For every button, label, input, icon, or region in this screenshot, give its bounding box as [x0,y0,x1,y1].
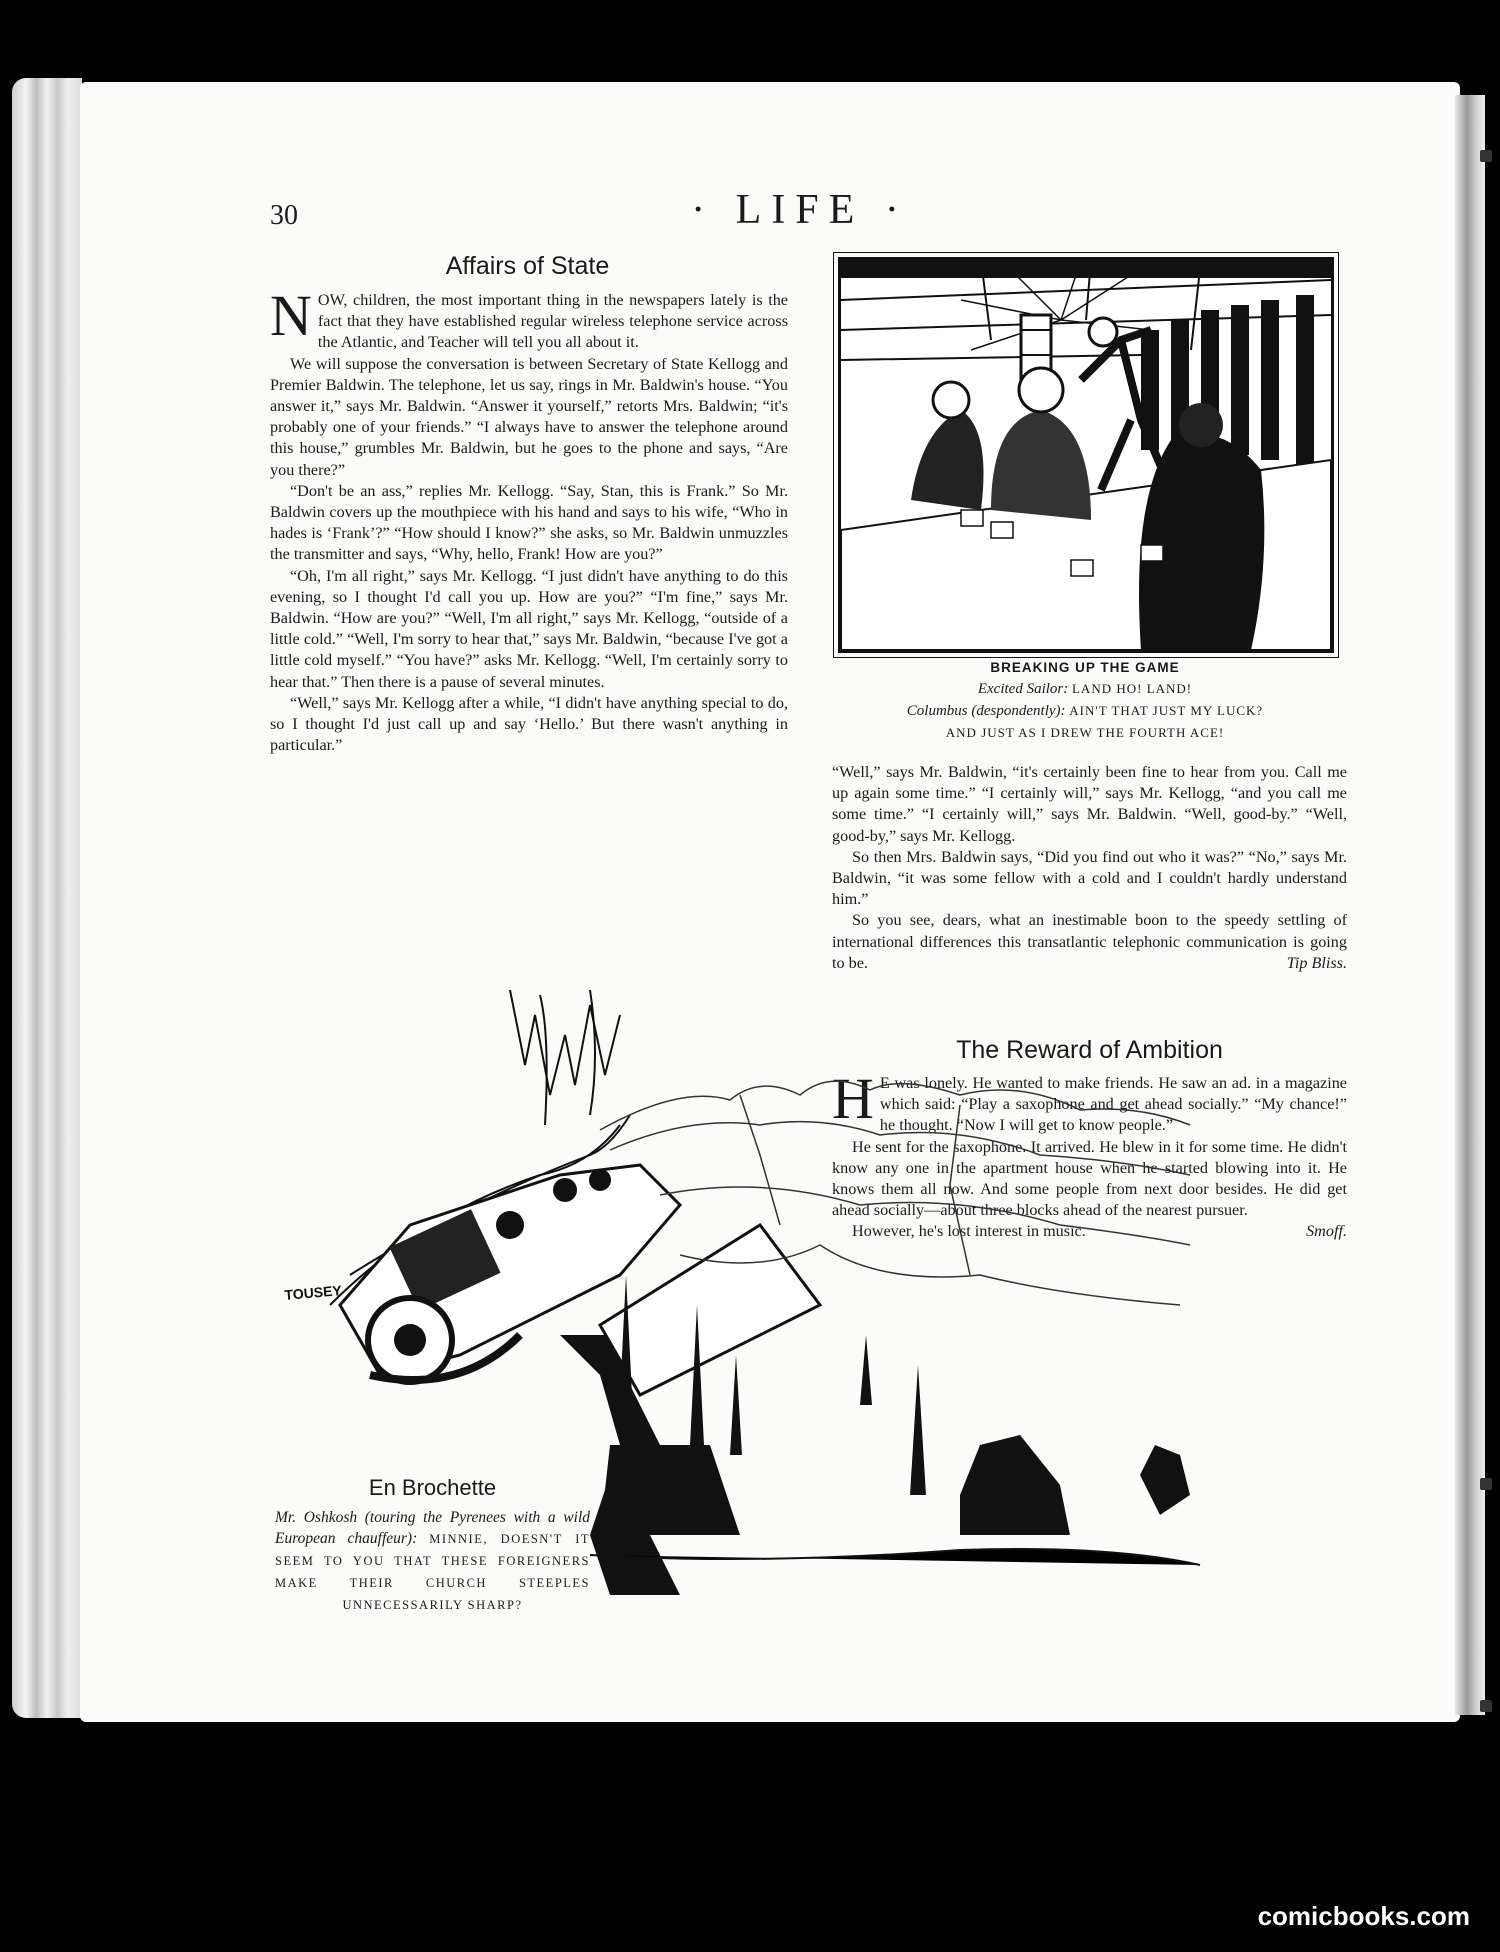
article-title-affairs: Affairs of State [445,252,610,280]
caption-speaker: Excited Sailor: [977,681,1069,697]
cartoon-breaking-up-the-game [838,257,1334,653]
paragraph [832,910,1347,974]
caption-speaker: Columbus (despondently): [906,703,1066,719]
paragraph: “Oh, I'm all right,” says Mr. Kellogg. “I just didn't have anything to do this evening, so I thought I'd call you up. How are you?” “I'm fine,” says Mr. Baldwin. “How are you?” “Well, I'm all right,” says Mr. Kellogg, “outside of a little cold.” “Well, I'm sorry to hear that,” says Mr. Baldwin, “because I've got a little cold myself.” “You have?” asks Mr. Kellogg. “Well, I'm certainly sorry to hear that.” Then there is a pause of several minutes. [270,566,788,691]
paragraph: E was lonely. He wanted to make friends. He saw an ad. in a magazine which said: “Play a saxophone and get ahead socially.” “My chance!” he thought. “Now I will get to know people.” [879,1074,1347,1135]
binding-clip [1480,1478,1492,1490]
article-affairs-left-column [270,283,788,756]
dropcap: H [832,1066,874,1131]
binding-clip [1480,1700,1492,1712]
article-title-ambition: The Reward of Ambition [956,1036,1223,1064]
page-number: 30 [270,200,298,231]
brochette-caption [275,1475,590,1616]
caption-text: LAND HO! LAND! [1071,681,1193,696]
paragraph: “Don't be an ass,” replies Mr. Kellogg. “Say, Stan, this is Frank.” So Mr. Baldwin covers up the mouthpiece with his hand and says to his wife, “Who in hades is ‘Frank’?” “How should I know?” she asks, so Mr. Baldwin unmuzzles the transmitter and says, “Why, hello, Frank! How are you?” [270,481,788,564]
paragraph: So then Mrs. Baldwin says, “Did you find out who it was?” “No,” says Mr. Baldwin, “it was some fellow with a cold and I couldn't hardly understand him.” [832,847,1347,909]
author-signature: Tip Bliss. [1286,953,1347,972]
paragraph-text: So you see, dears, what an inestimable boon to the speedy settling of international differences this transatlantic telephonic communication is going to be. [832,911,1347,972]
artist-signature: TOUSEY [283,1282,343,1303]
paragraph: “Well,” says Mr. Kellogg after a while, “I didn't have anything special to do, so I thought I'd just call up and say ‘Hello.’ But there wasn't anything in particular.” [270,693,788,755]
article-affairs-right-column [832,762,1347,974]
book-page-edges [12,78,82,1718]
author-signature: Smoff. [1306,1222,1347,1241]
caption-text: AIN'T THAT JUST MY LUCK? [1069,703,1264,718]
caption-text: AND JUST AS I DREW THE FOURTH ACE! [945,725,1225,740]
brochette-caption-body [275,1507,590,1616]
paragraph: “Well,” says Mr. Baldwin, “it's certainly been fine to hear from you. Call me up again some time.” “I certainly will,” says Mr. Kellogg, “and you call me some time.” “I certainly will,” says Mr. Baldwin. “Well, good-by.” “Well, good-by,” says Mr. Kellogg. [832,763,1347,845]
cartoon-title-en-brochette: En Brochette [368,1475,497,1500]
cartoon-caption [820,657,1350,743]
caption-text: MINNIE, DOESN'T IT SEEM TO YOU THAT THESE FOREIGNERS MAKE THEIR CHURCH STEEPLES UNNECESSARILY SHARP? [275,1532,590,1612]
caption-speaker: Mr. Oshkosh (touring the Pyrenees with a wild European chauffeur): [275,1509,590,1547]
paragraph: He sent for the saxophone. It arrived. He blew in it for some time. He didn't know any one in the apartment house when he started blowing into it. He knows them all now. And some people from next door besides. He did get ahead socially—about three blocks ahead of the nearest pursuer. [832,1137,1347,1220]
masthead: · LIFE · [691,187,909,233]
paragraph-text: However, he's lost interest in music. [852,1222,1086,1241]
book-binding-edge [1455,95,1485,1715]
cabin-scene-illustration [841,260,1331,650]
site-watermark: comicbooks.com [1257,1901,1470,1931]
paragraph: We will suppose the conversation is between Secretary of State Kellogg and Premier Baldwin. The telephone, let us say, rings in Mr. Baldwin's house. “You answer it,” says Mr. Baldwin. “Answer it yourself,” retorts Mrs. Baldwin; “it's probably one of your friends.” “I always have to answer the telephone around this house,” grumbles Mr. Baldwin, but he goes to the phone and says, “Are you there?” [270,354,788,479]
caption-title: BREAKING UP THE GAME [990,660,1180,675]
paragraph: OW, children, the most important thing in the newspapers lately is the fact that they have established regular wireless telephone service across the Atlantic, and Teacher will tell you all about it. [317,291,788,352]
binding-clip [1480,150,1492,162]
dropcap: N [270,283,312,348]
